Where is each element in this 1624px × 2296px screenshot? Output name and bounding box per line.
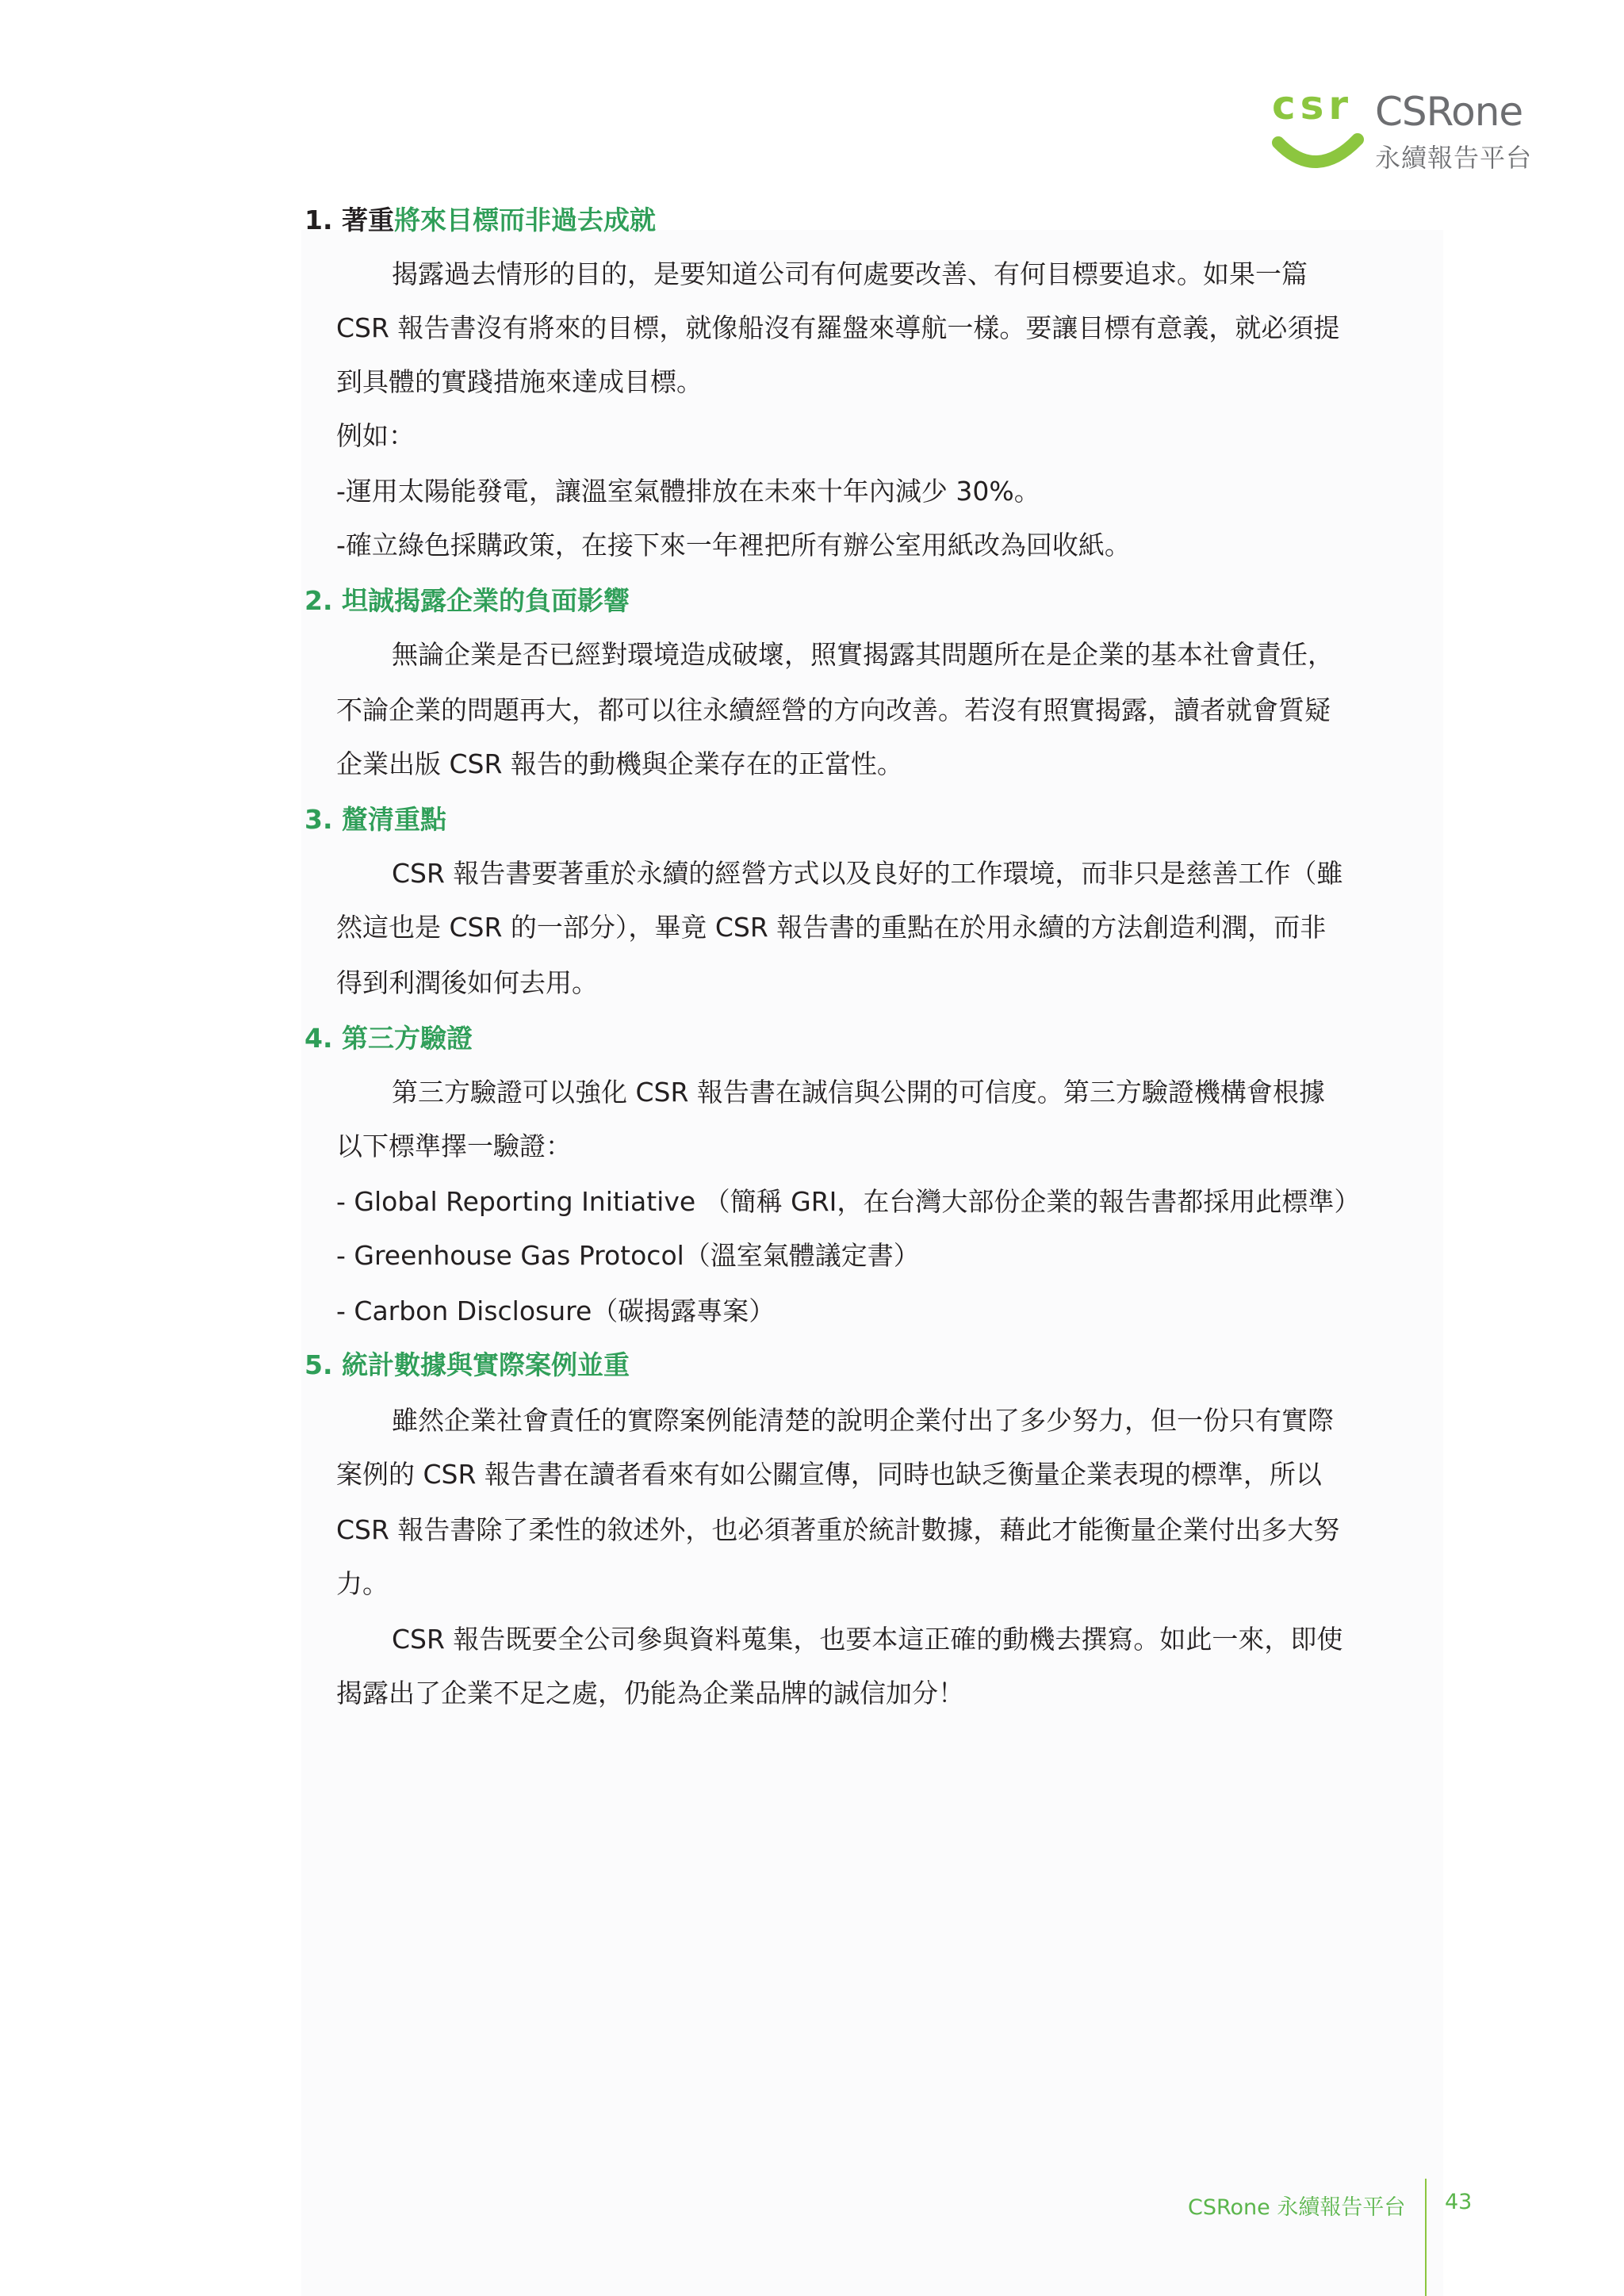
section-5-line-6: 揭露出了企業不足之處，仍能為企業品牌的誠信加分！ xyxy=(336,1678,964,1709)
section-2-line-2: 不論企業的問題再大，都可以往永續經營的方向改善。若沒有照實揭露，讀者就會質疑 xyxy=(336,695,1331,725)
section-5-title: 5. 統計數據與實際案例並重 xyxy=(304,1349,630,1380)
section-5-line-3: CSR 報告書除了柔性的敘述外，也必須著重於統計數據，藉此才能衡量企業付出多大努 xyxy=(336,1514,1340,1545)
section-5-line-1: 雖然企業社會責任的實際案例能清楚的說明企業付出了多少努力，但一份只有實際 xyxy=(392,1405,1334,1436)
section-1-line-1: 揭露過去情形的目的，是要知道公司有何處要改善、有何目標要追求。如果一篇 xyxy=(392,258,1308,289)
section-2-title: 2. 坦誠揭露企業的負面影響 xyxy=(304,585,630,616)
section-3-line-3: 得到利潤後如何去用。 xyxy=(336,967,598,998)
section-1-line-2: CSR 報告書沒有將來的目標，就像船沒有羅盤來導航一樣。要讓目標有意義，就必須提 xyxy=(336,312,1340,343)
section-1-title: 將來目標而非過去成就 xyxy=(394,205,656,235)
section-2-line-3: 企業出版 CSR 報告的動機與企業存在的正當性。 xyxy=(336,748,903,779)
section-3-line-1: CSR 報告書要著重於永續的經營方式以及良好的工作環境，而非只是慈善工作（雖 xyxy=(392,858,1343,889)
page-number: 43 xyxy=(1445,2190,1473,2214)
section-1-line-5: -運用太陽能發電，讓溫室氣體排放在未來十年內減少 30%。 xyxy=(336,476,1040,507)
section-1-line-3: 到具體的實踐措施來達成目標。 xyxy=(336,366,703,397)
section-5-line-5: CSR 報告既要全公司參與資料蒐集，也要本這正確的動機去撰寫。如此一來，即使 xyxy=(392,1624,1343,1655)
footer-brand-text: CSRone 永續報告平台 xyxy=(1188,2195,1406,2220)
brand-subtitle: 永續報告平台 xyxy=(1375,143,1533,173)
section-4-line-2: 以下標準擇一驗證： xyxy=(336,1131,572,1161)
section-4-line-1: 第三方驗證可以強化 CSR 報告書在誠信與公開的可信度。第三方驗證機構會根據 xyxy=(392,1077,1325,1108)
section-1-line-4: 例如： xyxy=(336,420,415,451)
section-3-line-2: 然這也是 CSR 的一部分），畢竟 CSR 報告書的重點在於用永續的方法創造利潤，而非 xyxy=(336,912,1327,943)
section-5-line-2: 案例的 CSR 報告書在讀者看來有如公關宣傳，同時也缺乏衡量企業表現的標準，所以 xyxy=(336,1459,1322,1490)
section-1-heading xyxy=(304,205,656,236)
footer-divider xyxy=(1425,2179,1427,2296)
section-5-line-4: 力。 xyxy=(336,1568,389,1599)
section-1-line-6: -確立綠色採購政策，在接下來一年裡把所有辦公室用紙改為回收紙。 xyxy=(336,530,1131,561)
svg-text:csr: csr xyxy=(1272,82,1354,128)
section-4-line-5: - Carbon Disclosure（碳揭露專案） xyxy=(336,1295,776,1326)
section-2-line-1: 無論企業是否已經對環境造成破壞，照實揭露其問題所在是企業的基本社會責任， xyxy=(392,639,1334,670)
section-4-line-4: - Greenhouse Gas Protocol（溫室氣體議定書） xyxy=(336,1240,920,1271)
section-1-number: 1. 著重 xyxy=(304,205,394,235)
brand-name: CSRone xyxy=(1375,89,1523,135)
section-3-title: 3. 釐清重點 xyxy=(304,804,446,835)
section-4-title: 4. 第三方驗證 xyxy=(304,1023,473,1054)
section-4-line-3: - Global Reporting Initiative （簡稱 GRI，在台灣大部份企業的報告書都採用此標準） xyxy=(336,1186,1361,1217)
